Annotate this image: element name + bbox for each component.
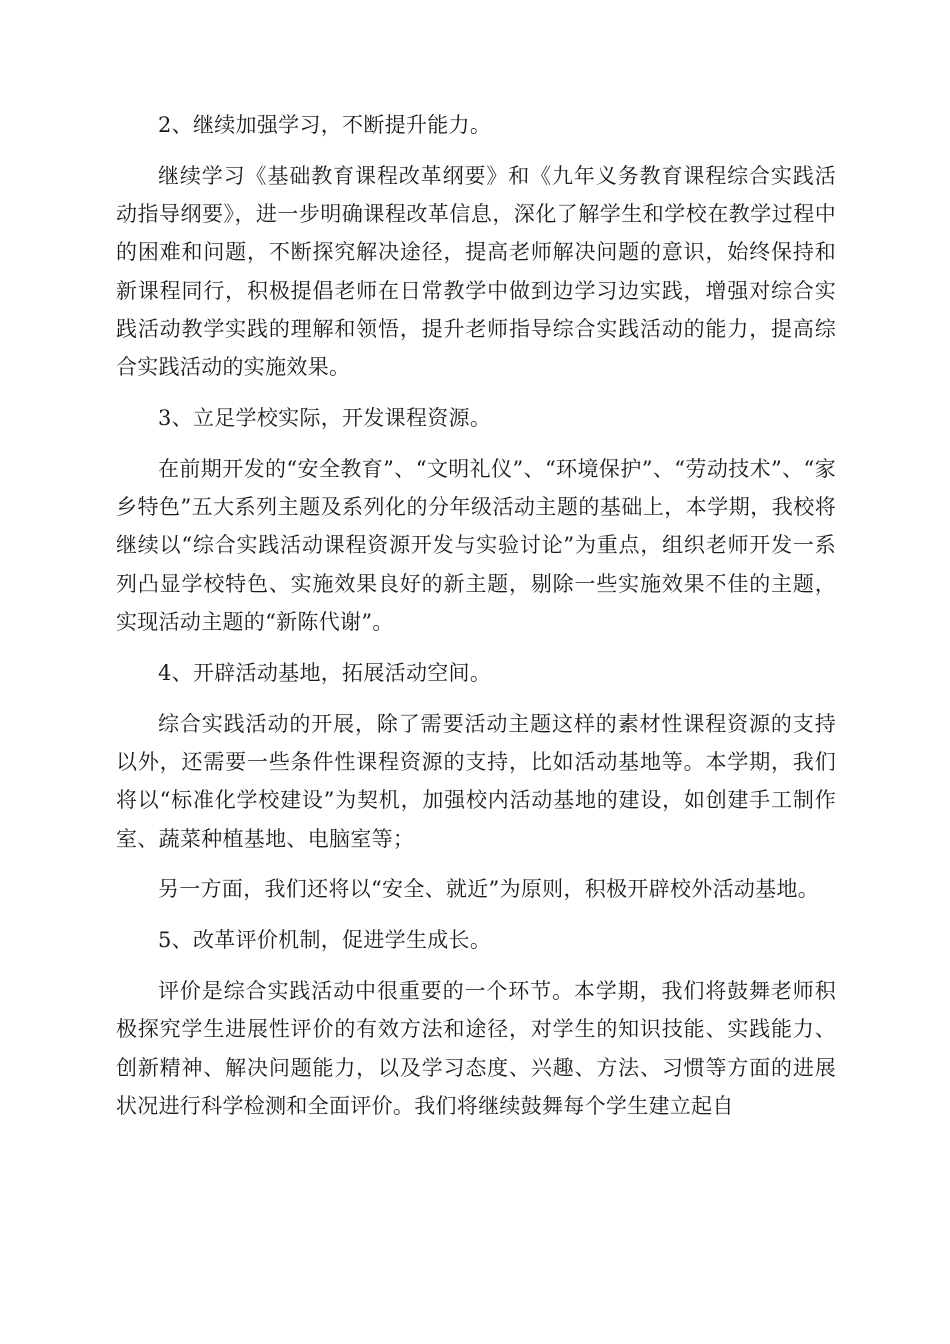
section-heading-4: 4、开辟活动基地，拓展活动空间。 (158, 660, 492, 685)
section-heading-5: 5、改革评价机制，促进学生成长。 (158, 928, 492, 953)
paragraph-resources: 在前期开发的“安全教育”、“文明礼仪”、“环境保护”、“劳动技术”、“家乡特色”五大系列主题及系列化的分年级活动主题的基础上，本学期，我校将继续以“综合实践活动课程资源开发与实验讨论”为重点，组织老师开发一系列凸显学校特色、实施效果良好的新主题，剔除一些实施效果不佳的主题，实现活动主题的“新陈代谢”。 (116, 456, 836, 635)
paragraph-external-base: 另一方面，我们还将以“安全、就近”为原则，积极开辟校外活动基地。 (158, 877, 820, 902)
paragraph-study: 继续学习《基础教育课程改革纲要》和《九年义务教育课程综合实践活动指导纲要》，进一步明确课程改革信息，深化了解学生和学校在教学过程中的困难和问题，不断探究解决途径，提高老师解决问题的意识，始终保持和新课程同行，积极提倡老师在日常教学中做到边学习边实践，增强对综合实践活动教学实践的理解和领悟，提升老师指导综合实践活动的能力，提高综合实践活动的实施效果。 (116, 163, 836, 380)
paragraph-base: 综合实践活动的开展，除了需要活动主题这样的素材性课程资源的支持以外，还需要一些条件性课程资源的支持，比如活动基地等。本学期，我们将以“标准化学校建设”为契机，加强校内活动基地的建设，如创建手工制作室、蔬菜种植基地、电脑室等； (116, 711, 836, 851)
document-body (116, 106, 836, 1138)
section-heading-3: 3、立足学校实际，开发课程资源。 (158, 406, 492, 431)
paragraph-evaluation: 评价是综合实践活动中很重要的一个环节。本学期，我们将鼓舞老师积极探究学生进展性评价的有效方法和途径，对学生的知识技能、实践能力、创新精神、解决问题能力，以及学习态度、兴趣、方法、习惯等方面的进展状况进行科学检测和全面评价。我们将继续鼓舞每个学生建立起自 (116, 978, 836, 1118)
section-heading-2: 2、继续加强学习，不断提升能力。 (158, 113, 492, 137)
